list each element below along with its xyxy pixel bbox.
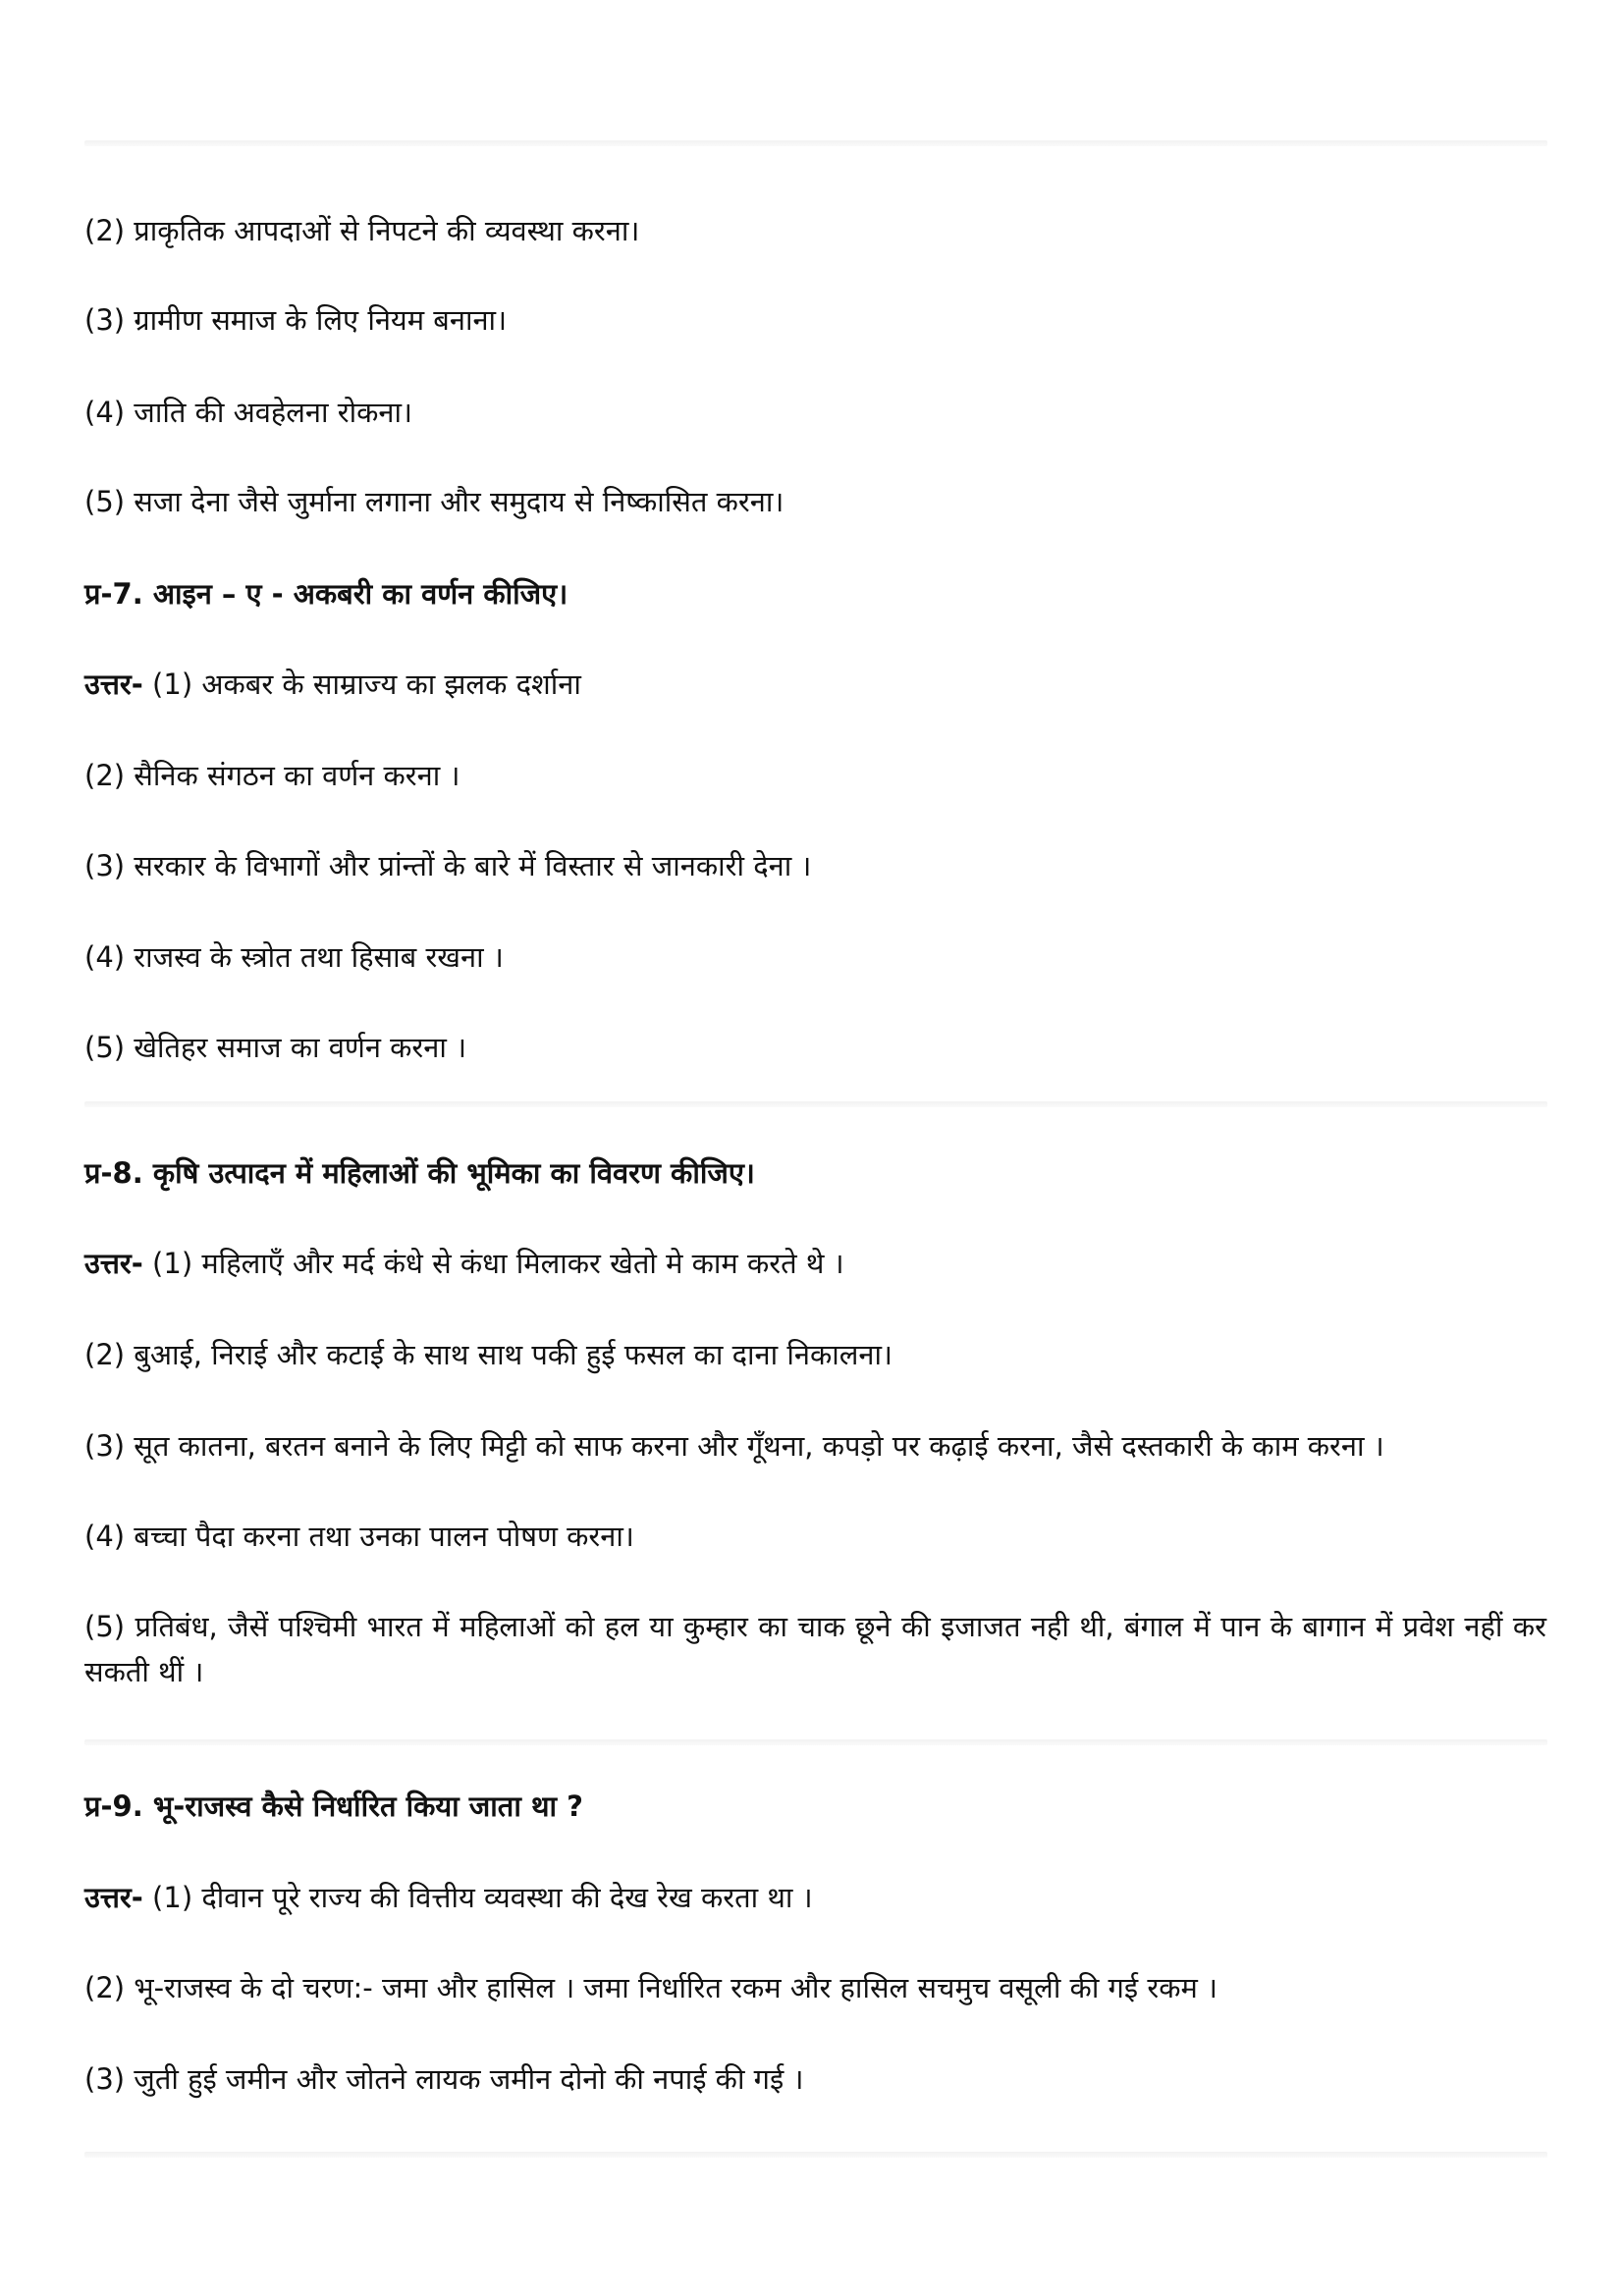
q7-point-1: (1) अकबर के साम्राज्य का झलक दर्शाना xyxy=(142,667,581,701)
q8-point-1: (1) महिलाएँ और मर्द कंधे से कंधा मिलाकर खेतो मे काम करते थे । xyxy=(142,1247,844,1280)
q6-point-4: (4) जाति की अवहेलना रोकना। xyxy=(84,396,412,429)
q9-point-3: (3) जुती हुई जमीन और जोतने लायक जमीन दोनो की नपाई की गई । xyxy=(84,2062,804,2096)
q7-answer-1 xyxy=(84,662,1546,707)
q9-point-1: (1) दीवान पूरे राज्य की वित्तीय व्यवस्था की देख रेख करता था । xyxy=(142,1881,813,1914)
bottom-divider xyxy=(84,2152,1547,2158)
q7-question: प्र-7. आइन – ए - अकबरी का वर्णन कीजिए। xyxy=(84,577,568,611)
q8-point-2: (2) बुआई, निराई और कटाई के साथ साथ पकी हुई फसल का दाना निकालना। xyxy=(84,1338,893,1371)
q7-point-5: (5) खेतिहर समाज का वर्णन करना । xyxy=(84,1031,467,1064)
q6-point-3: (3) ग्रामीण समाज के लिए नियम बनाना। xyxy=(84,303,508,337)
q9-answer-1 xyxy=(84,1875,1546,1920)
section-divider-1 xyxy=(84,1101,1547,1107)
q9-point-2: (2) भू-राजस्व के दो चरण:- जमा और हासिल । जमा निर्धारित रकम और हासिल सचमुच वसूली की गई रकम । xyxy=(84,1971,1218,2004)
answer-label: उत्तर- xyxy=(84,1247,143,1280)
q9-question: प्र-9. भू-राजस्व कैसे निर्धारित किया जाता था ? xyxy=(84,1789,583,1823)
q7-point-3: (3) सरकार के विभागों और प्रांन्तों के बारे में विस्तार से जानकारी देना । xyxy=(84,849,812,882)
q8-question: प्र-8. कृषि उत्पादन में महिलाओं की भूमिका का विवरण कीजिए। xyxy=(84,1156,755,1190)
answer-label: उत्तर- xyxy=(84,667,143,701)
q6-point-2: (2) प्राकृतिक आपदाओं से निपटने की व्यवस्था करना। xyxy=(84,214,640,247)
q7-point-4: (4) राजस्व के स्त्रोत तथा हिसाब रखना । xyxy=(84,940,504,974)
q8-point-5: (5) प्रतिबंध, जैसें पश्चिमी भारत में महिलाओं को हल या कुम्हार का चाक छूने की इजाजत नही थी, बंगाल में पान के बागान में प्रवेश नहीं कर सकती थीं । xyxy=(84,1610,1546,1688)
q6-point-5: (5) सजा देना जैसे जुर्माना लगाना और समुदाय से निष्कासित करना। xyxy=(84,485,784,518)
q8-point-4: (4) बच्चा पैदा करना तथा उनका पालन पोषण करना। xyxy=(84,1520,634,1553)
q8-answer-1 xyxy=(84,1241,1546,1286)
q8-point-3: (3) सूत कातना, बरतन बनाने के लिए मिट्टी को साफ करना और गूँथना, कपड़ो पर कढ़ाई करना, जैसे दस्तकारी के काम करना । xyxy=(84,1429,1384,1463)
q7-point-2: (2) सैनिक संगठन का वर्णन करना । xyxy=(84,759,460,792)
answer-label: उत्तर- xyxy=(84,1881,143,1914)
top-divider xyxy=(84,140,1547,146)
section-divider-2 xyxy=(84,1739,1547,1745)
